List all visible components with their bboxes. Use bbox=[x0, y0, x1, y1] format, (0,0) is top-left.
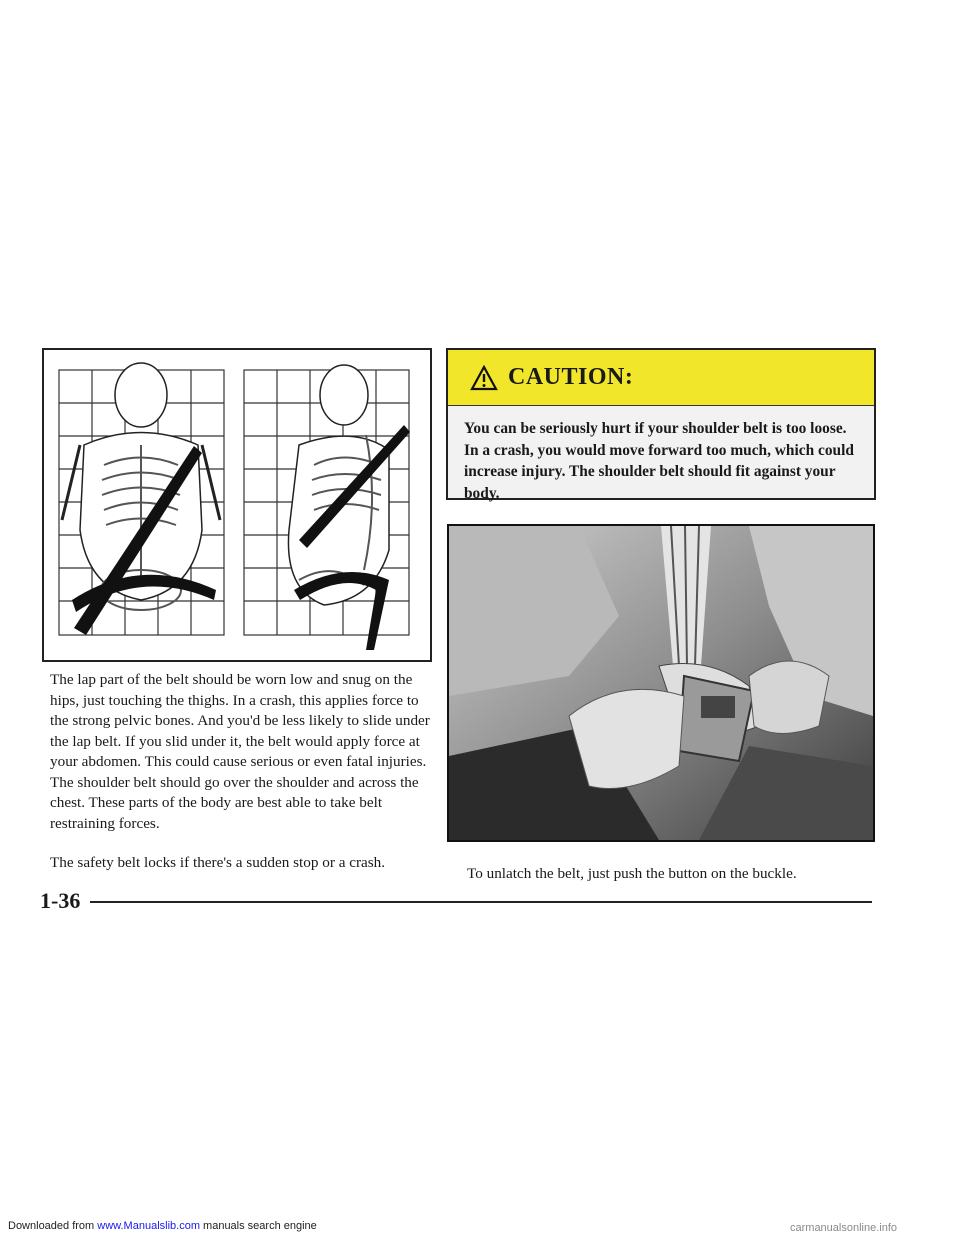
unlatch-instruction: To unlatch the belt, just push the button on the buckle. bbox=[467, 865, 797, 882]
caution-title: CAUTION: bbox=[508, 364, 634, 390]
lap-belt-paragraph: The lap part of the belt should be worn low and snug on the hips, just touching the thighs. In a crash, this applies force to the strong pelvic bones. And you'd be less likely to slide under the lap belt. If you slid under it, the belt would apply force at your abdomen. This could cause serious or even fatal injuries. The shoulder belt should go over the shoulder and across the chest. These parts of the body are best able to take belt restraining forces. bbox=[50, 671, 430, 832]
footer-prefix: Downloaded from bbox=[8, 1220, 98, 1232]
page-number: 1-36 bbox=[40, 888, 81, 913]
skeleton-illustration bbox=[42, 348, 432, 662]
footer-suffix: manuals search engine bbox=[199, 1220, 317, 1232]
manualslib-link[interactable]: www.Manualslib.com bbox=[97, 1220, 200, 1232]
caution-text: You can be seriously hurt if your shoulder belt is too loose. In a crash, you would move forward too much, which could increase injury. The shoulder belt should fit against your body. bbox=[464, 420, 854, 502]
page-rule bbox=[90, 901, 872, 903]
download-footer bbox=[8, 1220, 317, 1232]
safety-belt-lock-paragraph: The safety belt locks if there's a sudden stop or a crash. bbox=[50, 854, 386, 871]
watermark: carmanualsonline.info bbox=[790, 1222, 898, 1234]
buckle-photo bbox=[447, 524, 875, 842]
caution-box bbox=[446, 348, 876, 500]
caution-header bbox=[448, 350, 874, 406]
warning-triangle-icon bbox=[470, 365, 498, 391]
